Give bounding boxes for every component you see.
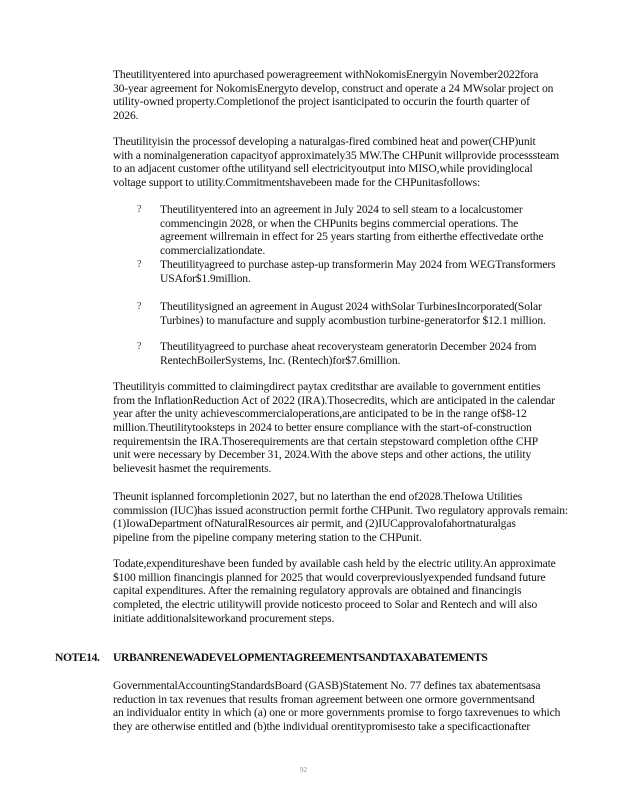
text-line: Theutilityentered into apurchased poweragreement withNokomisEnergyin November2022fora bbox=[113, 68, 539, 81]
bullet-text bbox=[160, 300, 560, 327]
text-line: unit were necessary by December 31, 2024.With the above steps and other actions, the utility bbox=[113, 448, 532, 462]
paragraph-completion bbox=[113, 490, 568, 545]
text-line: 2026. bbox=[113, 109, 139, 123]
text-line: RentechBoilerSystems, Inc. (Rentech)for$7.6million. bbox=[160, 353, 401, 367]
text-line: year after the unity achievescommercialoperations,are anticipated to be in the range of$8-12 bbox=[113, 407, 527, 421]
text-line: Theutilityentered into an agreement in July 2024 to sell steam to a localcustomer bbox=[160, 203, 523, 216]
text-line: with a nominalgeneration capacityof approximately35 MW.The CHPunit willprovide processsteam bbox=[113, 148, 560, 162]
text-line: (1)IowaDepartment ofNaturalResources air permit, and (2)IUCapprovalofahortnaturalgas bbox=[113, 517, 516, 531]
text-line: utility-owned property.Completionof the project isanticipated to occurin the fourth quarter of bbox=[113, 95, 530, 109]
paragraph-chp-unit bbox=[113, 135, 560, 190]
text-line: they are otherwise entitled and (b)the individual orentitypromisesto take a specificactionafter bbox=[113, 720, 531, 734]
paragraph-gasb bbox=[113, 679, 561, 734]
bullet-icon: ? bbox=[137, 341, 142, 352]
text-line: GovernmentalAccountingStandardsBoard (GASB)Statement No. 77 defines tax abatementsasa bbox=[113, 679, 541, 692]
note-title: URBANRENEWADEVELOPMENTAGREEMENTSANDTAXABATEMENTS bbox=[113, 651, 488, 664]
paragraph-nokomis-agreement bbox=[113, 68, 553, 123]
bullet-icon: ? bbox=[137, 259, 142, 270]
text-line: reduction in tax revenues that results froman agreement between one ormore governmentsand bbox=[113, 692, 535, 706]
bullet-text bbox=[160, 340, 560, 367]
text-line: Turbines) to manufacture and supply acombustion turbine-generatorfor $12.1 million. bbox=[160, 313, 546, 327]
text-line: USAfor$1.9million. bbox=[160, 271, 251, 285]
text-line: commercializationdate. bbox=[160, 244, 266, 258]
bullet-text bbox=[160, 203, 560, 258]
text-line: commencingin 2028, or when the CHPunits begins commercial operations. The bbox=[160, 216, 519, 230]
bullet-text bbox=[160, 258, 560, 285]
bullet-icon: ? bbox=[137, 204, 142, 215]
text-line: million.Theutilitytooksteps in 2024 to better ensure compliance with the start-of-construction bbox=[113, 421, 532, 435]
text-line: 30-year agreement for NokomisEnergyto develop, construct and operate a 24 MWsolar project on bbox=[113, 81, 554, 95]
text-line: capital expenditures. After the remaining regulatory approvals are obtained and financingis bbox=[113, 584, 522, 598]
text-line: agreement willremain in effect for 25 years starting from eitherthe effectivedate orthe bbox=[160, 230, 544, 244]
text-line: believesit hasmet the requirements. bbox=[113, 462, 272, 476]
text-line: Todate,expenditureshave been funded by available cash held by the electric utility.An approximate bbox=[113, 557, 556, 570]
text-line: Theutilitysigned an agreement in August 2024 withSolar TurbinesIncorporated(Solar bbox=[160, 300, 542, 313]
text-line: an individualor entity in which (a) one or more governments promise to forgo taxrevenues to which bbox=[113, 706, 561, 720]
text-line: Theutilityisin the processof developing a naturalgas-fired combined heat and power(CHP)unit bbox=[113, 135, 536, 148]
text-line: initiate additionalsiteworkand procurement steps. bbox=[113, 611, 335, 625]
bullet-icon: ? bbox=[137, 301, 142, 312]
text-line: $100 million financingis planned for 2025 that would coverpreviouslyexpended fundsand future bbox=[113, 570, 546, 584]
text-line: to an adjacent customer ofthe utilityand sell electricityoutput into MISO,while providinglocal bbox=[113, 162, 533, 176]
text-line: commission (IUC)has issued aconstruction permit forthe CHPunit. Two regulatory approvals remain: bbox=[113, 503, 568, 517]
text-line: Theunit isplanned forcompletionin 2027, but no laterthan the end of2028.TheIowa Utilities bbox=[113, 490, 523, 503]
page-number: 92 bbox=[300, 766, 307, 774]
text-line: Theutilityagreed to purchase astep-up transformerin May 2024 from WEGTransformers bbox=[160, 258, 556, 271]
note-number: NOTE14. bbox=[55, 651, 100, 664]
paragraph-expenditures bbox=[113, 557, 556, 625]
text-line: pipeline from the pipeline company metering station to the CHPunit. bbox=[113, 531, 422, 545]
text-line: Theutilityis committed to claimingdirect paytax creditsthar are available to government entities bbox=[113, 380, 541, 393]
text-line: from the InflationReduction Act of 2022 (IRA).Thosecredits, which are anticipated in the calendar bbox=[113, 393, 555, 407]
text-line: completed, the electric utilitywill provide noticesto proceed to Solar and Rentech and will also bbox=[113, 598, 538, 612]
text-line: requirementsin the IRA.Thoserequirements are that certain stepstoward completion ofthe CHP bbox=[113, 434, 539, 448]
paragraph-tax-credits bbox=[113, 380, 553, 476]
text-line: Theutilityagreed to purchase aheat recoverysteam generatorin December 2024 from bbox=[160, 340, 537, 353]
text-line: voltage support to utility.Commitmentshavebeen made for the CHPunitasfollows: bbox=[113, 176, 481, 190]
